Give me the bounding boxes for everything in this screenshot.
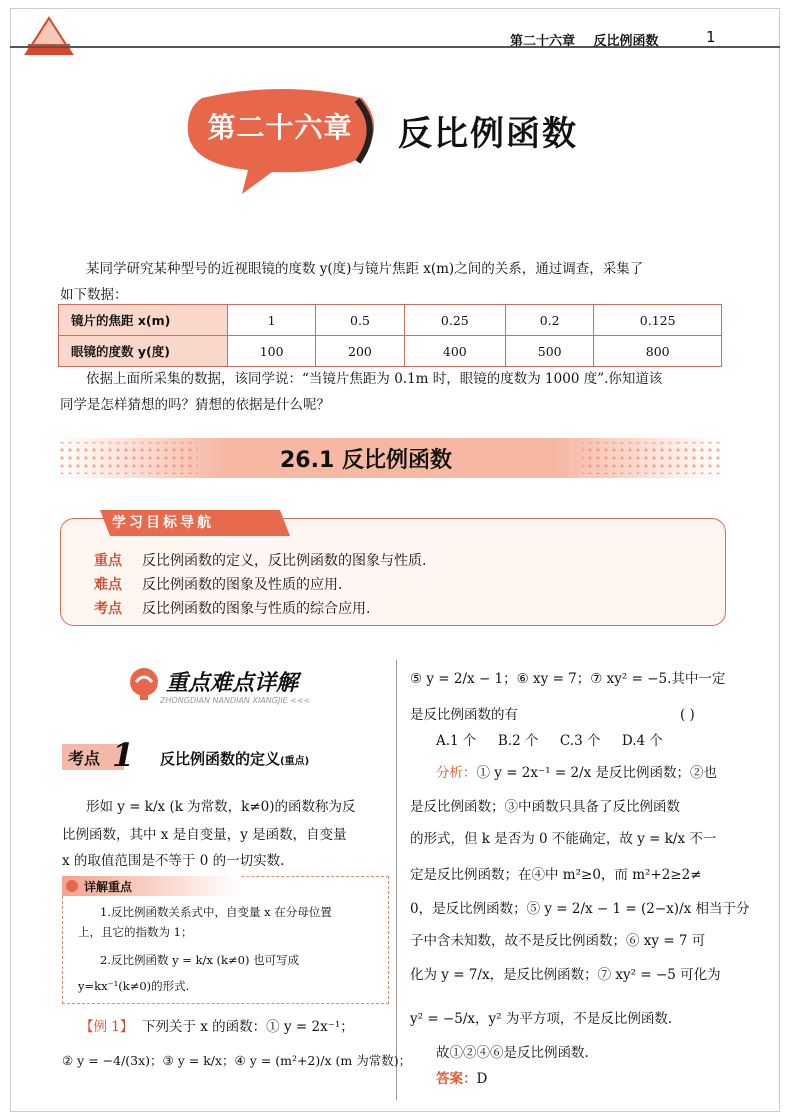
example-line-2: ② y = −4/(3x)；③ y = k/x；④ y = (m²+2)/x (m 为常数)； bbox=[62, 1053, 412, 1068]
analysis-text: ① y = 2x⁻¹ = 2/x 是反比例函数；②也 bbox=[476, 765, 717, 781]
data-table bbox=[58, 304, 722, 367]
analysis-line: y² = −5/x，y² 为平方项，不是反比例函数. bbox=[410, 1011, 673, 1027]
goal-key: 重点 bbox=[94, 553, 122, 569]
answer-blank: ( ) bbox=[680, 707, 695, 723]
right-line: ⑤ y = 2/x − 1；⑥ xy = 7；⑦ xy² = −5.其中一定 bbox=[410, 671, 726, 687]
study-subtitle: ZHONGDIAN NANDIAN XIANGJIE <<< bbox=[160, 696, 311, 705]
kaodian-title bbox=[160, 748, 309, 769]
question-line-1: 依据上面所采集的数据，该同学说：“当镜片焦距为 0.1m 时，眼镜的度数为 1000 度”.你知道该 bbox=[86, 371, 663, 387]
analysis-conclusion: 故①②④⑥是反比例函数. bbox=[436, 1045, 589, 1061]
running-chapter: 第二十六章 bbox=[510, 34, 576, 49]
table-cell: 800 bbox=[594, 336, 722, 367]
detail-line: 1.反比例函数关系式中，自变量 x 在分母位置 bbox=[100, 905, 332, 919]
table-cell: 200 bbox=[316, 336, 404, 367]
page-number: 1 bbox=[706, 28, 716, 46]
detail-line: y=kx⁻¹(k≠0)的形式. bbox=[78, 979, 190, 993]
detail-head: 详解重点 bbox=[84, 880, 133, 894]
kaodian-tag: (重点) bbox=[280, 756, 310, 767]
definition-line-2: 比例函数，其中 x 是自变量，y 是函数，自变量 bbox=[62, 827, 347, 843]
analysis-line: 0，是反比例函数；⑤ y = 2/x − 1 = (2−x)/x 相当于分 bbox=[410, 901, 750, 917]
kaodian-number: 1 bbox=[112, 736, 135, 774]
study-title: 重点难点详解 bbox=[166, 671, 299, 696]
table-cell: 0.25 bbox=[404, 305, 505, 336]
section-title: 26.1 反比例函数 bbox=[280, 448, 452, 473]
column-divider bbox=[396, 660, 397, 1100]
example-label: 【例 1】 bbox=[80, 1019, 134, 1035]
table-cell: 500 bbox=[506, 336, 594, 367]
answer-line bbox=[436, 1066, 487, 1092]
kaodian-title-text: 反比例函数的定义 bbox=[160, 750, 281, 768]
intro-line-1: 某同学研究某种型号的近视眼镜的度数 y(度)与镜片焦距 x(m)之间的关系，通过调查，采集了 bbox=[86, 261, 644, 277]
options-line: A.1 个 B.2 个 C.3 个 D.4 个 bbox=[436, 733, 663, 749]
kaodian-label: 考点 bbox=[68, 749, 101, 768]
analysis-line-1 bbox=[436, 760, 717, 786]
goal-text: 反比例函数的图象与性质的综合应用. bbox=[142, 601, 371, 617]
head-icon bbox=[126, 666, 162, 702]
goal-text: 反比例函数的图象及性质的应用. bbox=[142, 577, 343, 593]
definition-line-1: 形如 y = k/x (k 为常数，k≠0)的函数称为反 bbox=[86, 799, 356, 815]
analysis-line: 化为 y = 7/x，是反比例函数；⑦ xy² = −5 可化为 bbox=[410, 967, 721, 983]
answer-label: 答案： bbox=[436, 1071, 477, 1087]
analysis-line: 定是反比例函数；在④中 m²≥0，而 m²+2≥2≠ bbox=[410, 867, 702, 883]
table-cell: 0.2 bbox=[506, 305, 594, 336]
goal-item bbox=[94, 574, 342, 594]
table-cell: 100 bbox=[228, 336, 316, 367]
table-cell: 400 bbox=[404, 336, 505, 367]
detail-line: 上，且它的指数为 1； bbox=[78, 925, 193, 939]
table-cell: 0.125 bbox=[594, 305, 722, 336]
definition-line-3: x 的取值范围是不等于 0 的一切实数. bbox=[62, 853, 285, 869]
chapter-badge: 第二十六章 bbox=[207, 111, 353, 144]
detail-line: 2.反比例函数 y = k/x (k≠0) 也可写成 bbox=[100, 953, 300, 967]
table-row-label: 镜片的焦距 x(m) bbox=[59, 305, 228, 336]
analysis-line: 子中含未知数，故不是反比例函数；⑥ xy = 7 可 bbox=[410, 933, 706, 949]
analysis-label: 分析： bbox=[436, 765, 477, 781]
running-header bbox=[510, 30, 673, 49]
example-text: 下列关于 x 的函数：① y = 2x⁻¹； bbox=[141, 1019, 354, 1035]
table-row bbox=[59, 305, 722, 336]
analysis-line: 是反比例函数；③中函数只具备了反比例函数 bbox=[410, 799, 680, 815]
goal-text: 反比例函数的定义，反比例函数的图象与性质. bbox=[142, 553, 427, 569]
right-line: 是反比例函数的有 bbox=[410, 707, 518, 723]
goals-tab-label: 学习目标导航 bbox=[112, 515, 214, 531]
intro-line-2: 如下数据： bbox=[60, 287, 128, 303]
goal-key: 难点 bbox=[94, 577, 122, 593]
table-cell: 0.5 bbox=[316, 305, 404, 336]
goal-item bbox=[94, 550, 426, 570]
question-line-2: 同学是怎样猜想的吗？猜想的依据是什么呢？ bbox=[60, 397, 330, 413]
table-cell: 1 bbox=[228, 305, 316, 336]
analysis-line: 的形式，但 k 是否为 0 不能确定，故 y = k/x 不一 bbox=[410, 831, 717, 847]
goal-key: 考点 bbox=[94, 601, 122, 617]
chapter-title: 反比例函数 bbox=[398, 114, 578, 154]
example-line-1 bbox=[80, 1014, 354, 1040]
running-title: 反比例函数 bbox=[593, 34, 659, 49]
table-row bbox=[59, 336, 722, 367]
table-row-label: 眼镜的度数 y(度) bbox=[59, 336, 228, 367]
answer-value: D bbox=[476, 1071, 488, 1087]
goal-item bbox=[94, 598, 370, 618]
